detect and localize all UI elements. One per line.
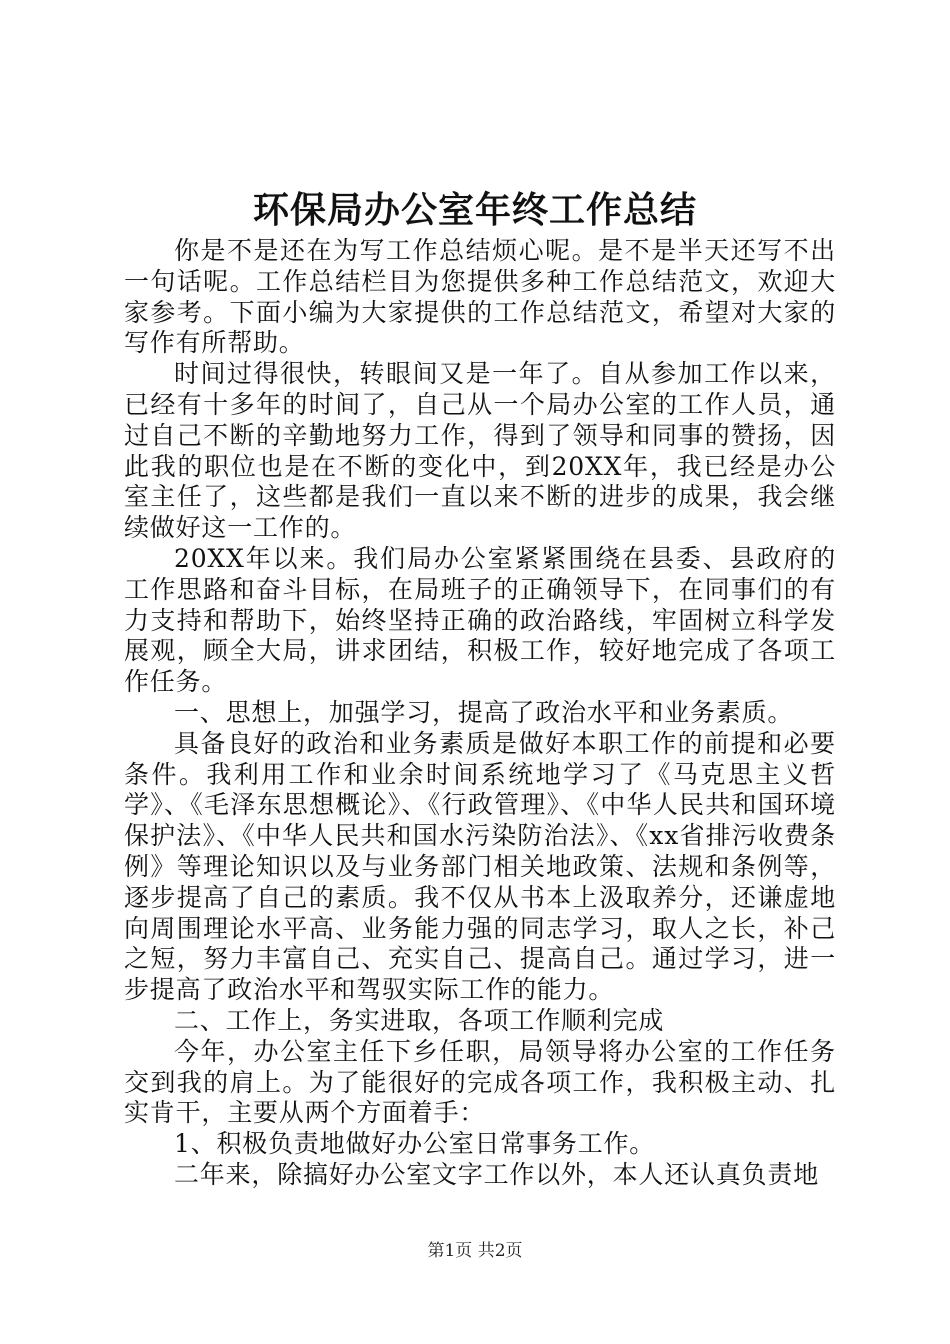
page-number: 第1页 共2页: [427, 1241, 523, 1261]
paragraph-study: 具备良好的政治和业务素质是做好本职工作的前提和必要条件。我利用工作和业余时间系统地学习了《马克思主义哲学》、《毛泽东思想概论》、《行政管理》、《中华人民共和国环境保护法》、《中华人民共和国水污染防治法》、《xx省排污收费条例》等理论知识以及与业务部门相关地政策、法规和条例等，逐步提高了自己的素质。我不仅从书本上汲取养分，还谦虚地向周围理论水平高、业务能力强的同志学习，取人之长，补己之短，努力丰富自己、充实自己、提高自己。通过学习，进一步提高了政治水平和驾驭实际工作的能力。: [124, 728, 836, 1005]
document-title: 环保局办公室年终工作总结: [252, 189, 697, 231]
section-heading-2: 二、工作上，务实进取，各项工作顺利完成: [174, 1005, 665, 1035]
paragraph-intro: 你是不是还在为写工作总结烦心呢。是不是半天还写不出一句话呢。工作总结栏目为您提供多种工作总结范文，欢迎大家参考。下面小编为大家提供的工作总结范文，希望对大家的写作有所帮助。: [124, 236, 836, 358]
paragraph-summary: 20XX年以来。我们局办公室紧紧围绕在县委、县政府的工作思路和奋斗目标，在局班子的正确领导下，在同事们的有力支持和帮助下，始终坚持正确的政治路线，牢固树立科学发展观，顾全大局，讲求团结，积极工作，较好地完成了各项工作任务。: [124, 543, 836, 697]
paragraph-time: 时间过得很快，转眼间又是一年了。自从参加工作以来，已经有十多年的时间了，自己从一个局办公室的工作人员，通过自己不断的辛勤地努力工作，得到了领导和同事的赞扬，因此我的职位也是在不断的变化中，到20XX年，我已经是办公室主任了，这些都是我们一直以来不断的进步的成果，我会继续做好这一工作的。: [124, 359, 836, 543]
subsection-heading-1: 1、积极负责地做好办公室日常事务工作。: [174, 1129, 656, 1159]
section-heading-1: 一、思想上，加强学习，提高了政治水平和业务素质。: [174, 697, 794, 727]
paragraph-work: 今年，办公室主任下乡任职，局领导将办公室的工作任务交到我的肩上。为了能很好的完成各项工作，我积极主动、扎实肯干，主要从两个方面着手：: [124, 1036, 836, 1128]
document-body: [124, 236, 836, 1191]
paragraph-daily: 二年来，除搞好办公室文字工作以外，本人还认真负责地: [174, 1159, 820, 1189]
